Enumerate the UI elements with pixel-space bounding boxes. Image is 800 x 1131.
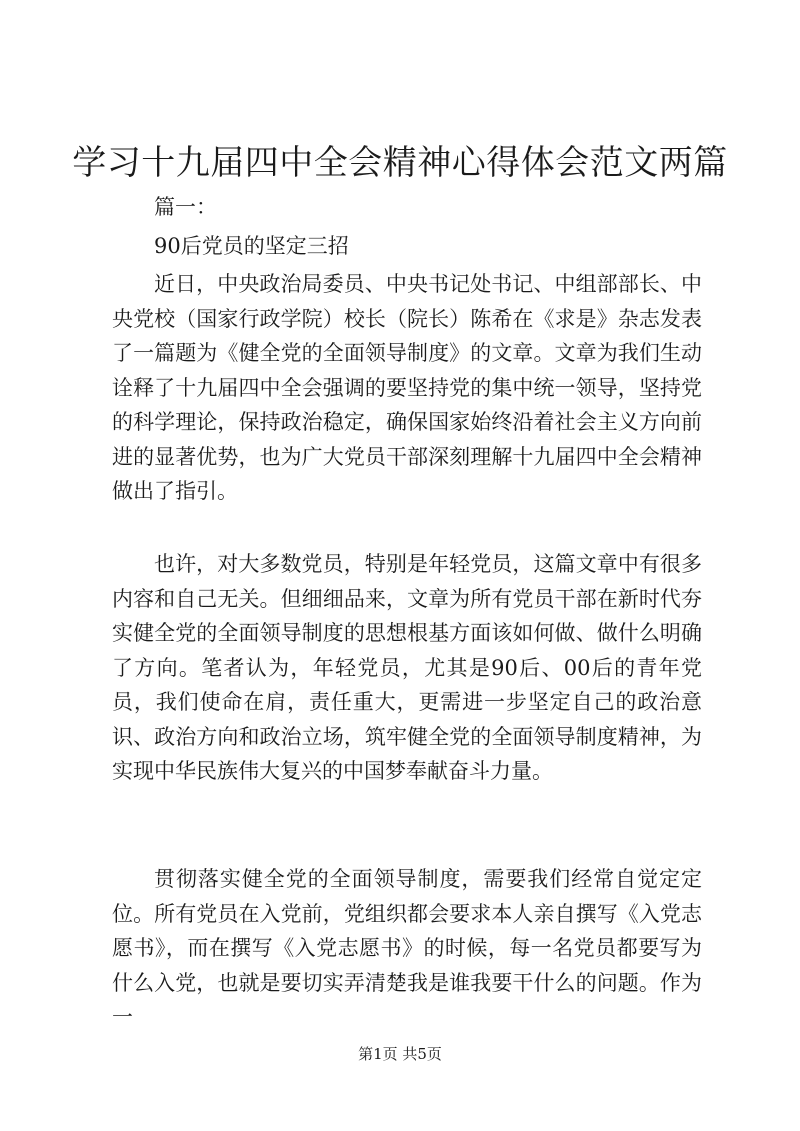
paragraph-1: 近日，中央政治局委员、中央书记处书记、中组部部长、中央党校（国家行政学院）校长（院长）陈希在《求是》杂志发表了一篇题为《健全党的全面领导制度》的文章。文章为我们生动诠释了十九届四中全会强调的要坚持党的集中统一领导，坚持党的科学理论，保持政治稳定，确保国家始终沿着社会主义方向前进的显著优势，也为广大党员干部深刻理解十九届四中全会精神做出了指引。 <box>112 272 702 503</box>
section-label: 篇一： <box>154 195 217 219</box>
page-footer: 第1页 共5页 <box>358 1045 442 1063</box>
paragraph-2: 也许，对大多数党员，特别是年轻党员，这篇文章中有很多内容和自己无关。但细细品来，文章为所有党员干部在新时代夯实健全党的全面领导制度的思想根基方面该如何做、做什么明确了方向。笔者认为，年轻党员，尤其是90后、00后的青年党员，我们使命在肩，责任重大，更需进一步坚定自己的政治意识、政治方向和政治立场，筑牢健全党的全面领导制度精神，为实现中华民族伟大复兴的中国梦奉献奋斗力量。 <box>112 552 702 783</box>
document-title: 学习十九届四中全会精神心得体会范文两篇 <box>72 143 728 183</box>
section-subtitle: 90后党员的坚定三招 <box>154 234 349 258</box>
paragraph-3: 贯彻落实健全党的全面领导制度，需要我们经常自觉定定位。所有党员在入党前，党组织都会要求本人亲自撰写《入党志愿书》，而在撰写《入党志愿书》的时候，每一名党员都要写为什么入党，也就是要切实弄清楚我是谁我要干什么的问题。作为一 <box>112 867 702 1029</box>
